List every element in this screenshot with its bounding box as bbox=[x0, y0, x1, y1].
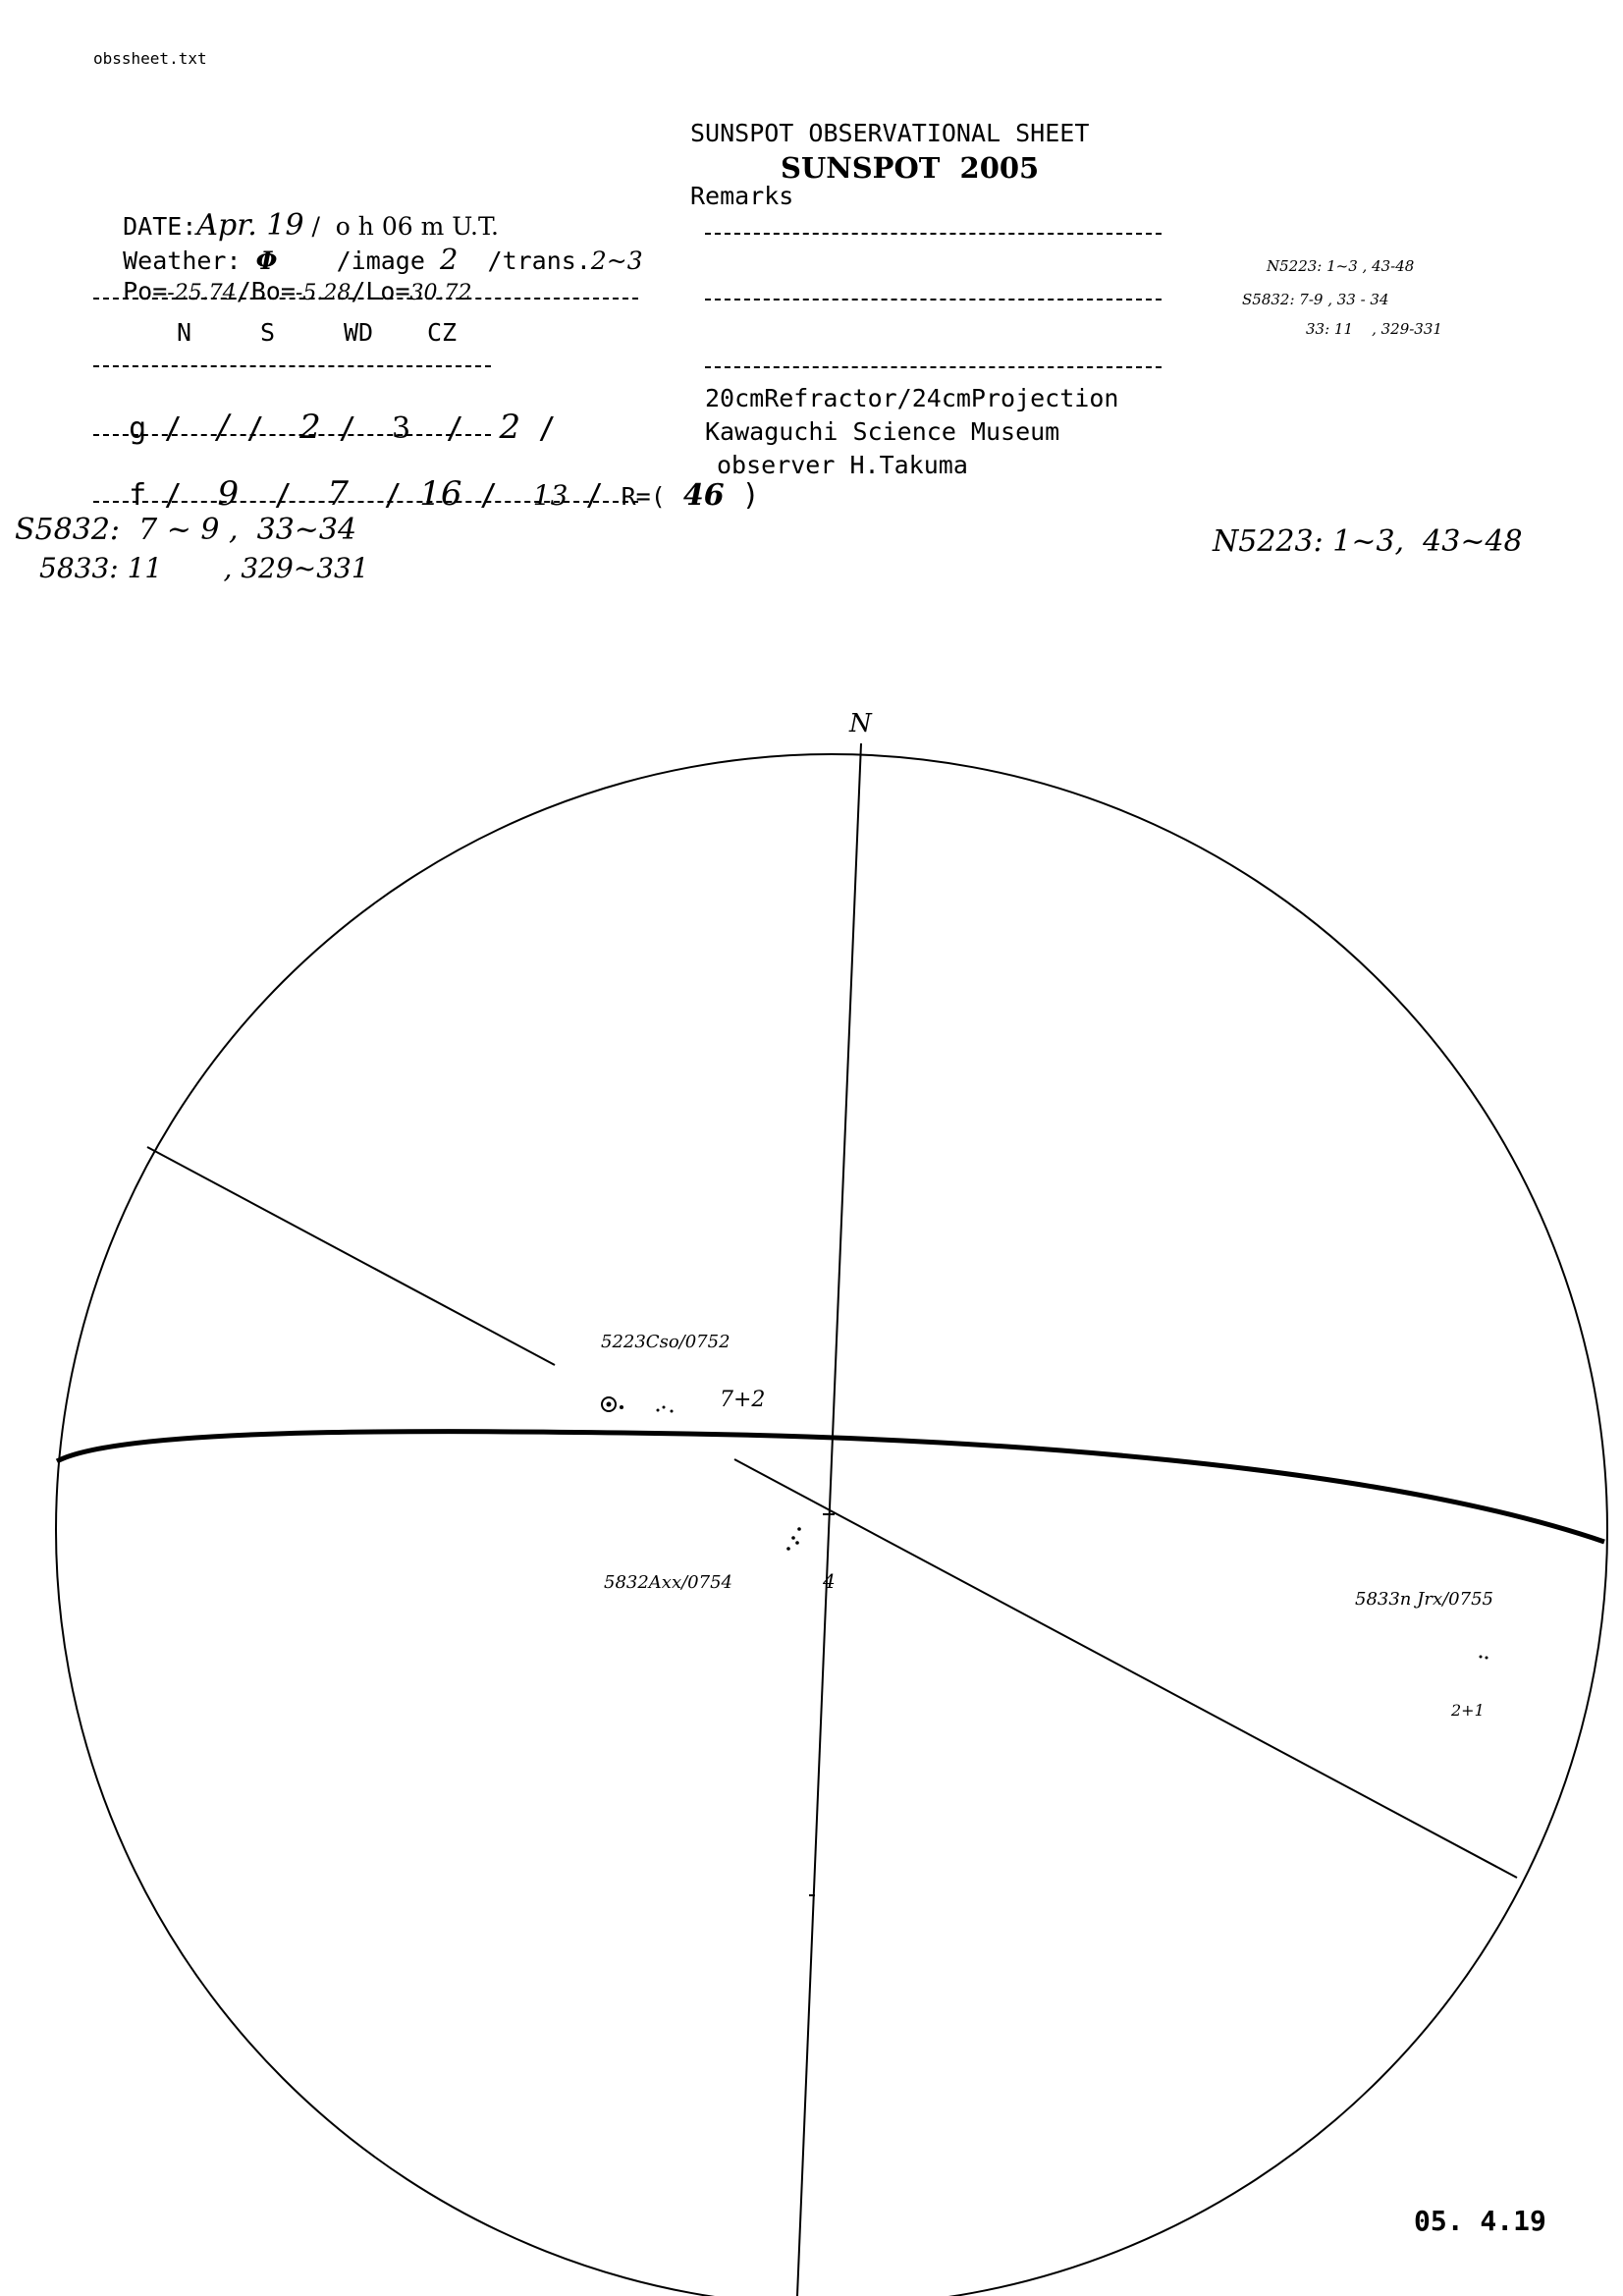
file-name: obssheet.txt bbox=[93, 49, 207, 68]
sunspot bbox=[795, 1541, 799, 1545]
date-stamp: 05. 4.19 bbox=[1414, 2205, 1546, 2237]
count-header-s: S bbox=[260, 318, 276, 347]
remarks-label: Remarks bbox=[690, 182, 794, 210]
bo-value: -5.28 bbox=[295, 281, 352, 305]
weather-label: Weather: bbox=[123, 246, 242, 275]
sunspot bbox=[657, 1409, 660, 1412]
sunspot bbox=[1486, 1657, 1488, 1660]
observer-info: observer H.Takuma bbox=[717, 451, 968, 479]
remarks-note: 33: 11 , 329-331 bbox=[1306, 320, 1442, 338]
g-south: 2 bbox=[299, 408, 321, 447]
group-label-5223: 5223Cso/0752 bbox=[601, 1332, 730, 1352]
location-info: Kawaguchi Science Museum bbox=[705, 417, 1060, 446]
sunspot bbox=[663, 1406, 666, 1409]
remarks-note: N5223: 1~3 , 43-48 bbox=[1267, 257, 1415, 275]
count-header-n: N bbox=[177, 318, 192, 347]
g-north: / bbox=[217, 408, 229, 447]
image-value: 2 bbox=[439, 243, 459, 276]
date-value: Apr. 19 bbox=[196, 208, 304, 243]
time-value: / o h 06 m U.T. bbox=[303, 212, 499, 241]
trans-label: /trans. bbox=[487, 246, 591, 275]
lo-label: /Lo= bbox=[351, 277, 410, 305]
g-wd: 3 bbox=[392, 411, 411, 446]
left-note: 5833: 11 , 329~331 bbox=[39, 552, 369, 584]
sunspot bbox=[1480, 1656, 1483, 1659]
sunspot bbox=[797, 1527, 801, 1531]
group-label-5832: 5832Axx/0754 bbox=[604, 1572, 732, 1593]
f-south: 7 bbox=[327, 474, 350, 514]
group-count-5223: 7+2 bbox=[720, 1388, 766, 1412]
right-note: N5223: 1~3, 43~48 bbox=[1213, 524, 1523, 559]
bo-label: /Bo= bbox=[236, 277, 296, 305]
reference-line-upper bbox=[147, 1147, 555, 1365]
po-label: Po= bbox=[123, 277, 168, 305]
sheet-subtitle: SUNSPOT 2005 bbox=[781, 151, 1040, 185]
reference-line-lower bbox=[734, 1459, 1517, 1878]
count-header-cz: CZ bbox=[427, 318, 458, 347]
count-header-wd: WD bbox=[344, 318, 374, 347]
g-cz: 2 bbox=[499, 408, 521, 447]
sunspot bbox=[786, 1547, 790, 1551]
weather-value: Φ bbox=[255, 246, 278, 275]
sheet-title: SUNSPOT OBSERVATIONAL SHEET bbox=[690, 119, 1090, 147]
lo-value: 30.72 bbox=[409, 281, 472, 305]
sunspot-5223-core bbox=[607, 1402, 612, 1407]
telescope-info: 20cmRefractor/24cmProjection bbox=[705, 384, 1119, 412]
sunspot bbox=[671, 1410, 674, 1413]
f-wd: 16 bbox=[419, 474, 462, 514]
north-label: N bbox=[849, 709, 872, 738]
trans-value: 2~3 bbox=[590, 246, 643, 275]
po-value: -25.74 bbox=[167, 281, 237, 305]
spot-count-row: f / 9 / 7 / 16 / 13 / R=( 46 ) bbox=[129, 474, 760, 514]
f-north: 9 bbox=[217, 474, 240, 514]
solar-limb bbox=[56, 754, 1607, 2296]
sunspot bbox=[791, 1536, 795, 1540]
group-label-5833: 5833n Jrx/0755 bbox=[1355, 1589, 1493, 1610]
left-note: S5832: 7 ~ 9 , 33~34 bbox=[15, 513, 357, 547]
sunspot bbox=[620, 1405, 623, 1409]
north-south-line bbox=[797, 743, 861, 2296]
f-cz: 13 bbox=[532, 479, 568, 512]
r-close: ) bbox=[741, 478, 760, 513]
remarks-note: S5832: 7-9 , 33 - 34 bbox=[1242, 291, 1389, 308]
group-count-5833: 2+1 bbox=[1451, 1701, 1485, 1720]
group-count-5832: 4 bbox=[823, 1569, 836, 1593]
f-label: f bbox=[129, 478, 147, 513]
g-label: g bbox=[129, 411, 147, 446]
image-label: /image bbox=[336, 246, 425, 275]
r-value: 46 bbox=[682, 478, 725, 513]
r-label: R=( bbox=[621, 482, 666, 511]
group-count-row: g / / / 2 / 3 / 2 / bbox=[129, 408, 557, 447]
date-label: DATE: bbox=[123, 212, 197, 241]
